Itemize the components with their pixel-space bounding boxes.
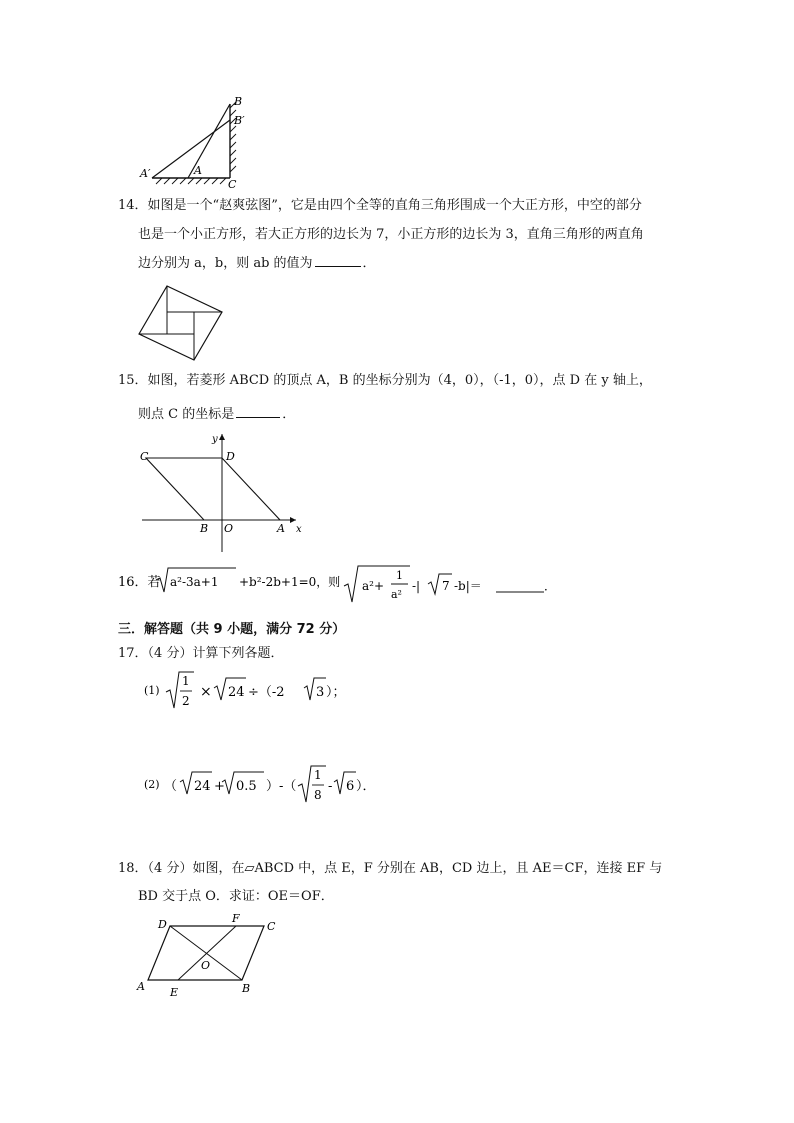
svg-text:．: ． xyxy=(544,579,557,593)
svg-text:+b²-2b+1=0，则: +b²-2b+1=0，则 xyxy=(239,575,341,589)
label-O: O xyxy=(201,959,211,972)
svg-text:1: 1 xyxy=(396,569,403,582)
parallelogram-figure xyxy=(134,910,284,1002)
svg-text:0.5: 0.5 xyxy=(236,779,257,794)
q16-equation xyxy=(118,562,558,610)
label-A-prime: A′ xyxy=(140,167,151,180)
q14-line3: 边分别为 a，b，则 ab 的值为 ． xyxy=(138,256,376,271)
svg-text:(1): (1) xyxy=(144,684,160,697)
svg-text:24: 24 xyxy=(228,685,245,700)
zhao-shuang-diagram xyxy=(136,282,228,362)
q15-line2: 则点 C 的坐标是 ． xyxy=(138,407,296,422)
svg-text:-: - xyxy=(328,779,333,794)
svg-text:24: 24 xyxy=(194,779,211,794)
label-D: D xyxy=(226,450,235,463)
q18-line2: BD 交于点 O．求证：OE＝OF． xyxy=(138,889,334,904)
label-O: O xyxy=(224,522,234,535)
label-C: C xyxy=(267,920,276,933)
svg-text:+: + xyxy=(214,779,225,794)
label-E: E xyxy=(170,986,179,999)
q18-line1: 18．（4 分）如图，在▱ABCD 中，点 E，F 分别在 AB，CD 边上，且 AE＝CF，连接 EF 与 xyxy=(118,861,663,876)
svg-text:1: 1 xyxy=(314,768,322,782)
label-F: F xyxy=(232,912,240,925)
label-B-prime: B′ xyxy=(234,114,245,127)
svg-text:a²: a² xyxy=(391,588,402,601)
q14-line2: 也是一个小正方形，若大正方形的边长为 7，小正方形的边长为 3，直角三角形的两直角 xyxy=(138,227,644,242)
label-B: B xyxy=(234,95,243,108)
label-B: B xyxy=(242,982,251,995)
svg-text:（: （ xyxy=(164,779,178,794)
label-D: D xyxy=(158,918,167,931)
q15-line1: 15．如图，若菱形 ABCD 的顶点 A，B 的坐标分别为（4，0），（-1，0），点 D 在 y 轴上， xyxy=(118,373,652,388)
label-A: A xyxy=(137,980,145,993)
ladder-figure xyxy=(138,92,248,190)
svg-text:×: × xyxy=(200,684,212,700)
svg-text:）；: ）； xyxy=(326,685,346,700)
svg-text:÷（-2: ÷（-2 xyxy=(248,685,285,700)
answer-blank[interactable] xyxy=(315,254,361,267)
svg-text:-b|＝: -b|＝ xyxy=(454,579,482,593)
label-y: y xyxy=(212,434,218,445)
answer-blank[interactable] xyxy=(236,405,280,418)
svg-text:a²-3a+1: a²-3a+1 xyxy=(170,575,219,589)
svg-text:8: 8 xyxy=(314,788,322,802)
q17-part2 xyxy=(144,764,384,808)
svg-text:(2): (2) xyxy=(144,778,160,791)
svg-text:2: 2 xyxy=(182,694,190,708)
label-C: C xyxy=(228,178,237,190)
label-C: C xyxy=(140,450,149,463)
label-A: A xyxy=(277,522,285,535)
q14-line1: 14．如图是一个“赵爽弦图”，它是由四个全等的直角三角形围成一个大正方形，中空的部分 xyxy=(118,198,642,213)
rhombus-figure xyxy=(136,428,308,558)
section-title: 三．解答题（共 9 小题，满分 72 分） xyxy=(118,622,346,637)
label-A: A xyxy=(194,164,202,177)
label-B: B xyxy=(200,522,209,535)
svg-text:7: 7 xyxy=(442,579,450,593)
svg-text:16．若: 16．若 xyxy=(118,575,161,590)
label-x: x xyxy=(296,524,302,535)
svg-text:3: 3 xyxy=(316,685,325,700)
svg-text:）．: ）． xyxy=(356,779,376,794)
q17-header: 17．（4 分）计算下列各题． xyxy=(118,646,284,661)
svg-text:）-（: ）-（ xyxy=(266,779,297,794)
svg-text:-|: -| xyxy=(412,579,421,593)
svg-text:1: 1 xyxy=(182,674,190,688)
svg-text:6: 6 xyxy=(346,779,355,794)
svg-text:a²+: a²+ xyxy=(362,579,385,593)
q17-part1 xyxy=(144,670,364,714)
